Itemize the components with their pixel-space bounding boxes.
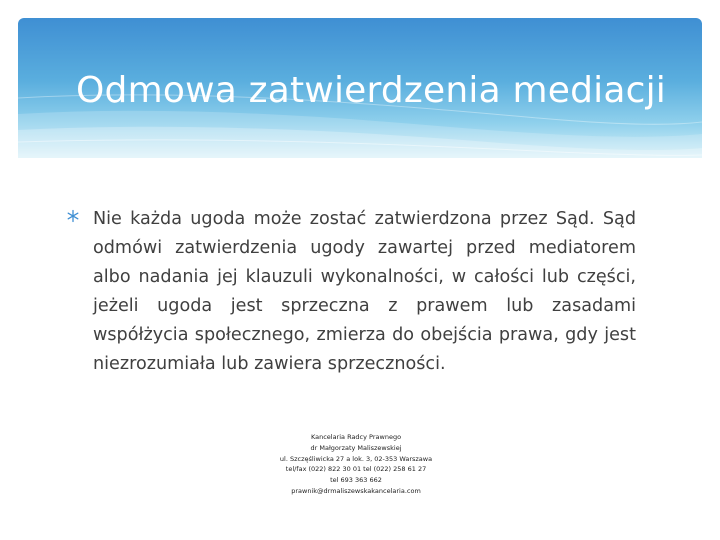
content-area [64, 205, 636, 379]
footer-address: ul. Szczęśliwicka 27 a lok. 3, 02-353 Warszawa [279, 454, 433, 463]
title-banner [18, 18, 702, 158]
slide-title: Odmowa zatwierdzenia mediacji [76, 70, 667, 111]
footer-mobile: tel 693 363 662 [330, 476, 382, 485]
footer-office-name: Kancelaria Radcy Prawnego [310, 433, 402, 441]
bullet-text: Nie każda ugoda może zostać zatwierdzona przez Sąd. Sąd odmówi zatwierdzenia ugody zawartej przed mediatorem albo nadania jej klauzuli wykonalności, w całości lub części, jeżeli ugoda jest sprzeczna z prawem lub zasadami współżycia społecznego, zmierza do obejścia prawa, gdy jest niezrozumiała lub zawiera sprzeczności. [93, 209, 636, 374]
footer-owner-name: dr Małgorzaty Maliszewskiej [310, 443, 402, 452]
footer-email: prawnik@drmaliszewskakancelaria.com [291, 486, 421, 495]
bullet-item [64, 205, 636, 379]
law-office-footer [256, 432, 456, 497]
footer-phone-fax: tel/fax (022) 822 30 01 tel (022) 258 61 27 [285, 465, 427, 474]
asterisk-bullet-icon [66, 209, 80, 223]
